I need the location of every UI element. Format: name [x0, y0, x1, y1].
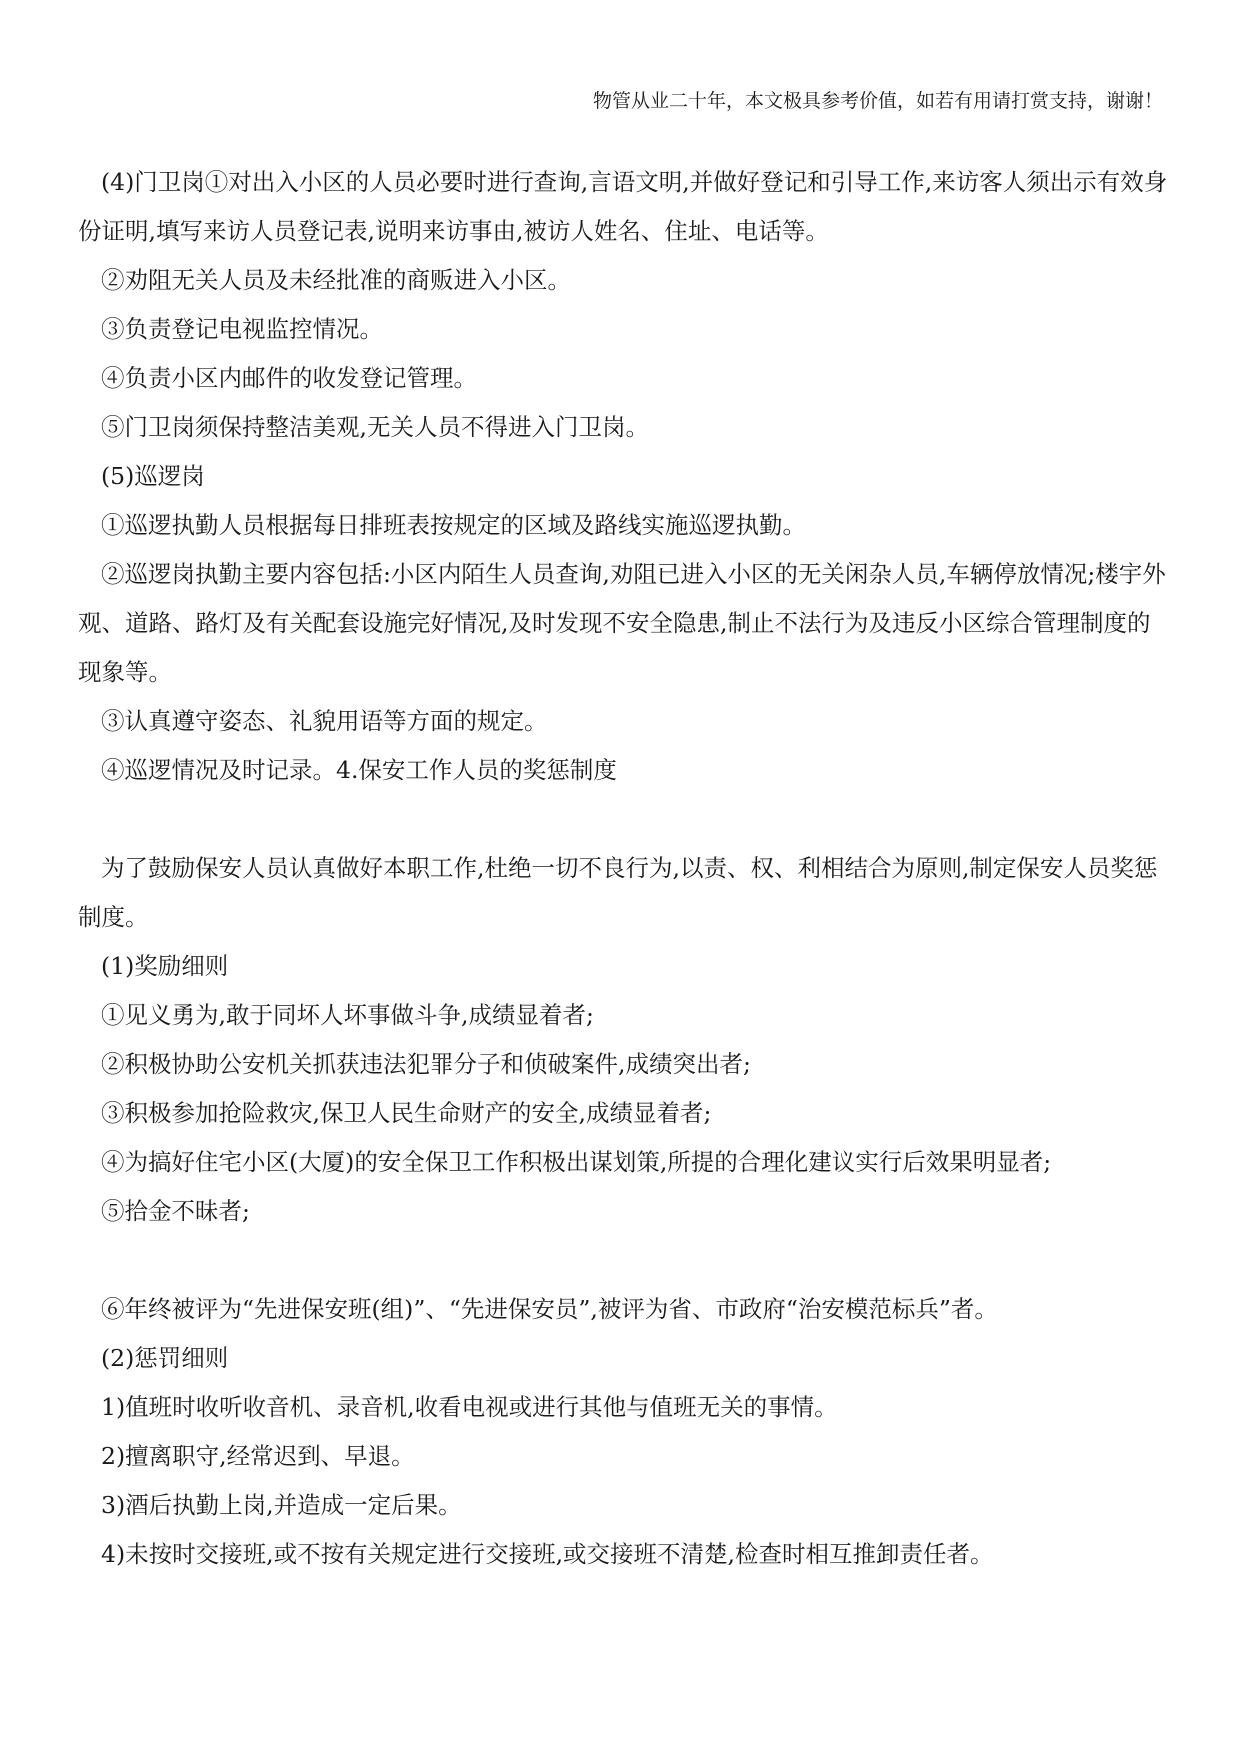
paragraph-gate-post-duty-1: (4)门卫岗①对出入小区的人员必要时进行查询,言语文明,并做好登记和引导工作,来访客人须出示有效身份证明,填写来访人员登记表,说明来访事由,被访人姓名、住址、电话等。 [78, 168, 1168, 245]
penalty-item-3: 3)酒后执勤上岗,并造成一定后果。 [101, 1491, 462, 1519]
penalty-item-2: 2)擅离职守,经常迟到、早退。 [101, 1442, 415, 1470]
penalty-item-1: 1)值班时收听收音机、录音机,收看电视或进行其他与值班无关的事情。 [101, 1393, 838, 1421]
section-heading-patrol-post: (5)巡逻岗 [101, 462, 205, 490]
header-note: 物管从业二十年，本文极具参考价值，如若有用请打赏支持，谢谢！ [592, 90, 1163, 112]
penalty-item-4: 4)未按时交接班,或不按有关规定进行交接班,或交接班不清楚,检查时相互推卸责任者。 [101, 1540, 994, 1568]
reward-item-6: ⑥年终被评为“先进保安班(组)”、“先进保安员”,被评为省、市政府“治安模范标兵”者。 [101, 1295, 998, 1323]
reward-item-2: ②积极协助公安机关抓获违法犯罪分子和侦破案件,成绩突出者; [101, 1050, 751, 1078]
paragraph-gate-post-duty-4: ④负责小区内邮件的收发登记管理。 [101, 364, 477, 392]
paragraph-patrol-duty-1: ①巡逻执勤人员根据每日排班表按规定的区域及路线实施巡逻执勤。 [101, 511, 806, 539]
reward-item-3: ③积极参加抢险救灾,保卫人民生命财产的安全,成绩显着者; [101, 1099, 712, 1127]
paragraph-gate-post-duty-2: ②劝阻无关人员及未经批准的商贩进入小区。 [101, 266, 571, 294]
paragraph-reward-intro: 为了鼓励保安人员认真做好本职工作,杜绝一切不良行为,以责、权、利相结合为原则,制定保安人员奖惩制度。 [78, 854, 1158, 931]
paragraph-gate-post-duty-5: ⑤门卫岗须保持整洁美观,无关人员不得进入门卫岗。 [101, 413, 649, 441]
paragraph-gate-post-duty-3: ③负责登记电视监控情况。 [101, 315, 383, 343]
reward-item-1: ①见义勇为,敢于同坏人坏事做斗争,成绩显着者; [101, 1001, 594, 1029]
section-heading-rewards: (1)奖励细则 [101, 952, 229, 980]
reward-item-4: ④为搞好住宅小区(大厦)的安全保卫工作积极出谋划策,所提的合理化建议实行后效果明显者; [101, 1148, 1052, 1176]
section-heading-penalties: (2)惩罚细则 [101, 1344, 229, 1372]
paragraph-patrol-duty-4: ④巡逻情况及时记录。4.保安工作人员的奖惩制度 [101, 756, 617, 784]
paragraph-patrol-duty-3: ③认真遵守姿态、礼貌用语等方面的规定。 [101, 707, 548, 735]
paragraph-patrol-duty-2: ②巡逻岗执勤主要内容包括:小区内陌生人员查询,劝阻已进入小区的无关闲杂人员,车辆停放情况;楼宇外观、道路、路灯及有关配套设施完好情况,及时发现不安全隐患,制止不法行为及违反小区综合管理制度的现象等。 [78, 560, 1166, 686]
reward-item-5: ⑤拾金不昧者; [101, 1197, 250, 1225]
document-body [78, 158, 1168, 1579]
